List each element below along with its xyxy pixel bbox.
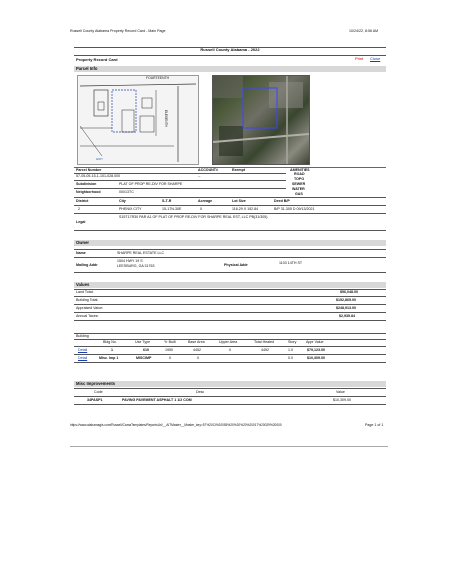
neighborhood-value: 00013TC	[119, 190, 134, 194]
lot-size-header: Lot Size	[232, 199, 246, 203]
misc-row-code: 34PASP1	[87, 398, 103, 402]
lot-size-value: 116.29 X 152.84	[232, 207, 259, 211]
parcel-row-rule-2	[74, 188, 286, 189]
district-header: District	[76, 199, 89, 203]
neighborhood-label: Neighborhood	[76, 190, 101, 194]
building-row-1-upper: 0	[229, 348, 231, 352]
map-street-side: ELEVENTH	[164, 110, 168, 127]
building-rule-4	[74, 362, 386, 363]
subdivision-label: Subdivision	[76, 182, 97, 186]
owner-name-value: SHARPE REAL ESTATE LLC	[117, 251, 165, 255]
card-title: Property Record Card	[76, 57, 118, 62]
parcel-map[interactable]	[77, 75, 199, 165]
owner-header: Owner	[74, 240, 386, 246]
mailing-line2: LEESBURG, GA 31763	[117, 264, 155, 268]
misc-row-value: $10,309.00	[333, 398, 351, 402]
base-area-header: Base Area	[188, 340, 205, 344]
city-value: PHENIX CITY	[119, 207, 142, 211]
deed-value: B/P 31-305 D 09/13/2021	[274, 207, 315, 211]
amenities-header: AMENITIES	[290, 168, 310, 172]
aerial-photo[interactable]	[212, 75, 310, 165]
appraised-value-value: $248,913.00	[336, 306, 356, 310]
amenity-gas: GAS	[295, 192, 303, 196]
print-link[interactable]: Print	[355, 56, 364, 61]
print-url: https://www.alabamagis.com/Russell/CamaTemplates/ReportsUri/__AITMaster__Master_key=57%20Ci%20055%20%20%20%20017%20029%20000	[70, 423, 282, 427]
parcel-number-value: 57-05-05-15-1-101-028.000	[76, 174, 121, 178]
yr-built-header: Yr Built	[164, 340, 176, 344]
misc-value-header: Value	[336, 390, 345, 394]
owner-rule-2	[74, 257, 386, 258]
parcel-row-rule-3	[74, 197, 386, 198]
building-row-1-use: 610	[143, 348, 149, 352]
map-street-bottom: HWY	[96, 157, 103, 161]
print-datetime: 10/24/22, 8:56 AM	[349, 29, 379, 33]
acreage-value: 0	[200, 207, 202, 211]
building-row-2-bldg: Misc. Imp 1	[99, 356, 119, 360]
building-row-1-base: 4452	[193, 348, 201, 352]
total-heated-header: Total Heated	[254, 340, 275, 344]
use-type-header: Use Type	[135, 340, 151, 344]
exempt-header: Exempt	[232, 168, 245, 172]
misc-desc-header: Desc	[196, 390, 205, 394]
owner-name-label: Name	[76, 251, 86, 255]
misc-code-header: Code	[94, 390, 103, 394]
mailing-label: Mailing Addr	[76, 263, 98, 267]
parcel-row-rule-5	[74, 213, 386, 214]
building-row-1-bldg: 1	[111, 348, 113, 352]
account-header: ACCOUNT#	[198, 168, 218, 172]
parcel-map-drawing	[78, 76, 198, 164]
building-row-2-use: MISCIMP	[136, 356, 152, 360]
building-total-label: Building Total:	[76, 298, 99, 302]
values-rule-2	[74, 304, 386, 305]
owner-rule-1	[74, 249, 386, 250]
building-row-1-value: $79,123.00	[307, 348, 325, 352]
building-section-label: Building	[76, 334, 89, 338]
title-mid-rule	[74, 55, 386, 56]
account-value: --	[198, 174, 201, 178]
building-row-1-heated: 4452	[261, 348, 269, 352]
str-value: 15-17N-30E	[162, 207, 182, 211]
annual-taxes-value: $2,935.84	[339, 314, 355, 318]
parcel-table-top	[74, 167, 386, 168]
land-total-label: Land Total:	[76, 290, 94, 294]
misc-rule-3	[74, 404, 386, 405]
misc-header: Misc Improvements	[74, 381, 386, 387]
close-link[interactable]: Close	[370, 56, 381, 61]
building-row-2-story: 0.0	[288, 356, 293, 360]
footer-rule	[70, 446, 388, 447]
building-row-1-yr: 1950	[165, 348, 173, 352]
land-total-value: $96,048.00	[340, 290, 358, 294]
misc-row-desc: PAVING PAVEMENT ASPHALT 1 1/2 COM	[122, 398, 192, 402]
deed-header: Deed B/P	[274, 199, 290, 203]
district-value: 2	[78, 207, 80, 211]
misc-rule-1	[74, 388, 386, 389]
misc-detail-link[interactable]: Detail	[78, 356, 88, 360]
legal-label: Legal	[76, 220, 86, 224]
county-title: Russell County Alabama - 2022	[200, 47, 260, 52]
story-header: Story	[288, 340, 297, 344]
upper-area-header: Upper Area	[219, 340, 238, 344]
owner-rule-3	[74, 272, 386, 273]
str-header: S-T-R	[162, 199, 172, 203]
values-rule-4	[74, 320, 386, 321]
mailing-line1: 1504 HWY 19 S	[117, 259, 143, 263]
building-total-value: $152,865.00	[336, 298, 356, 302]
building-rule-top	[74, 333, 386, 334]
values-header: Values	[74, 282, 386, 288]
amenity-water: WATER	[292, 187, 305, 191]
parcel-row-rule-4	[74, 205, 386, 206]
print-page-number: Page 1 of 1	[365, 423, 384, 427]
building-rule-3	[74, 354, 386, 355]
subdivision-value: PLAT OF PROP RE-DIV FOR SHARPE	[119, 182, 183, 186]
building-row-1-story: 1.0	[288, 348, 293, 352]
misc-rule-2	[74, 396, 386, 397]
legal-value: S15T17R30 PAR A1 OF PLAT OF PROP RE-DIV FOR SHARPE REAL EST, LLC PB(31/305)	[119, 215, 268, 219]
city-header: City	[119, 199, 126, 203]
physical-value: 1103 14TH ST	[279, 261, 303, 265]
values-rule-1	[74, 296, 386, 297]
building-row-2-base: 0	[197, 356, 199, 360]
amenity-road: ROAD	[294, 172, 305, 176]
appraised-value-label: Appraised Value:	[76, 306, 104, 310]
building-row-2-value: $10,309.00	[307, 356, 325, 360]
building-row-2-yr: 0	[169, 356, 171, 360]
values-rule-3	[74, 312, 386, 313]
annual-taxes-label: Annual Taxes:	[76, 314, 99, 318]
parcel-table-bottom	[74, 230, 386, 231]
appr-value-header: Appr Value	[306, 340, 324, 344]
map-street-top: FOURTEENTH	[146, 76, 170, 80]
physical-label: Physical Addr	[224, 263, 248, 267]
print-title: Russell County Alabama Property Record Card - Main Page	[70, 29, 166, 33]
parcel-row-rule-1	[74, 180, 286, 181]
parcel-info-header: Parcel Info	[74, 66, 386, 72]
acreage-header: Acreage	[198, 199, 213, 203]
building-detail-link[interactable]: Detail	[78, 348, 88, 352]
building-rule-2	[74, 346, 386, 347]
amenity-topo: TOPO	[294, 177, 305, 181]
amenity-sewer: SEWER	[292, 182, 306, 186]
aerial-overlay	[213, 76, 309, 164]
parcel-number-header: Parcel Number	[76, 168, 102, 172]
bldg-no-header: Bldg No.	[103, 340, 117, 344]
